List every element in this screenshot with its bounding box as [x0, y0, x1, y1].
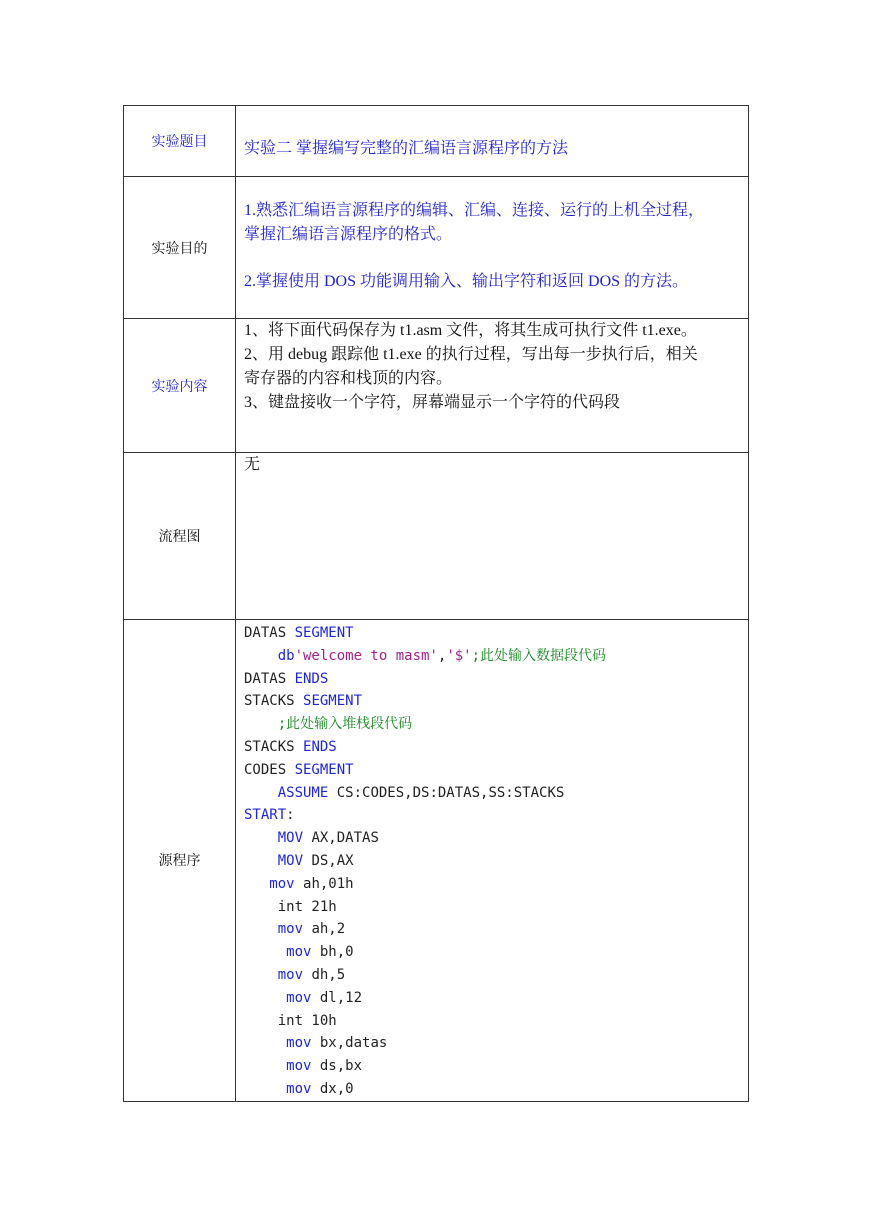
label-content [124, 319, 236, 453]
code-line [244, 804, 740, 827]
content-line-3: 寄存器的内容和栈顶的内容。 [244, 370, 453, 387]
code-token: CODES [244, 761, 295, 778]
code-token: ah,01h [294, 875, 354, 892]
code-line [244, 736, 740, 759]
code-token: int 10h [277, 1012, 337, 1029]
code-token [244, 944, 286, 960]
content-line-2: 2、用 debug 跟踪他 t1.exe 的执行过程，写出每一步执行后，相关 [244, 346, 698, 363]
label-purpose-text: 实验目的 [151, 241, 208, 257]
code-token: DATAS [244, 670, 295, 687]
code-line [244, 1055, 740, 1078]
code-line [244, 896, 740, 919]
label-title [124, 106, 236, 177]
code-token [244, 648, 278, 664]
code-token: db [277, 647, 295, 664]
code-token [244, 853, 278, 869]
row-title [124, 106, 749, 177]
code-line [244, 873, 740, 896]
code-token: ;此处输入堆栈段代码 [277, 716, 413, 733]
content-line-1: 1、将下面代码保存为 t1.asm 文件，将其生成可执行文件 t1.exe。 [244, 322, 697, 339]
code-token: dh,5 [303, 966, 346, 983]
code-token: ds,bx [311, 1058, 363, 1075]
code-line [244, 941, 740, 964]
label-purpose [124, 177, 236, 319]
code-token [244, 899, 278, 915]
code-token: dl,12 [311, 989, 363, 1006]
code-token [244, 1058, 286, 1074]
code-token [244, 876, 269, 892]
content-cell [236, 319, 749, 453]
code-token: mov [277, 966, 304, 983]
code-line [244, 827, 740, 850]
code-line [244, 782, 740, 805]
code-token [244, 921, 278, 937]
content-line-4: 3、键盘接收一个字符，屏幕端显示一个字符的代码段 [244, 394, 621, 411]
code-token: : [286, 807, 295, 824]
label-flow [124, 453, 236, 620]
flow-cell [236, 453, 749, 620]
code-line [244, 918, 740, 941]
code-token: ENDS [294, 670, 329, 687]
code-token: dx,0 [311, 1080, 354, 1097]
code-token: mov [286, 944, 312, 961]
row-purpose [124, 177, 749, 319]
code-token: ah,2 [303, 921, 346, 938]
label-source-text: 源程序 [158, 854, 201, 870]
code-token [244, 967, 278, 983]
code-token: SEGMENT [303, 693, 363, 710]
code-token [244, 1035, 286, 1051]
purpose-line-1b: 掌握汇编语言源程序的格式。 [244, 226, 453, 243]
code-line [244, 645, 740, 668]
code-line [244, 759, 740, 782]
row-content [124, 319, 749, 453]
flow-text: 无 [244, 456, 261, 473]
title-cell [236, 106, 749, 177]
code-token: ASSUME [277, 784, 329, 801]
source-code-cell [236, 620, 749, 1102]
code-token: bx,datas [311, 1035, 388, 1052]
code-line [244, 964, 740, 987]
experiment-table [123, 105, 749, 1102]
code-token: 'welcome to masm' [294, 647, 438, 664]
code-token: SEGMENT [294, 625, 354, 641]
label-flow-text: 流程图 [158, 530, 201, 545]
code-line [244, 1032, 740, 1055]
code-line [244, 668, 740, 691]
purpose-cell [236, 177, 749, 319]
code-token: mov [286, 989, 312, 1006]
code-token: mov [286, 1035, 312, 1052]
source-code-block [244, 622, 740, 1101]
code-token: ENDS [303, 738, 337, 755]
purpose-line-2: 2.掌握使用 DOS 功能调用输入、输出字符和返回 DOS 的方法。 [244, 273, 689, 290]
code-token: STACKS [244, 738, 304, 755]
label-title-text: 实验题目 [151, 135, 208, 150]
code-token [244, 990, 286, 1006]
code-token: , [437, 647, 447, 664]
row-flow [124, 453, 749, 620]
label-content-text: 实验内容 [151, 379, 208, 395]
code-line [244, 690, 740, 713]
code-token: '$' [446, 647, 472, 664]
code-line [244, 622, 740, 645]
code-token: mov [286, 1080, 312, 1097]
code-token: int 21h [277, 898, 337, 915]
code-token: mov [277, 921, 304, 938]
purpose-line-1a: 1.熟悉汇编语言源程序的编辑、汇编、连接、运行的上机全过程， [244, 202, 705, 219]
row-source [124, 620, 749, 1102]
code-token: mov [269, 875, 295, 892]
code-token: ;此处输入数据段代码 [471, 647, 607, 664]
label-source [124, 620, 236, 1102]
code-token [244, 785, 278, 801]
code-token [244, 830, 278, 846]
code-token: STACKS [244, 693, 304, 710]
code-token: MOV [277, 852, 304, 869]
code-token: mov [286, 1058, 312, 1075]
code-line [244, 1078, 740, 1101]
code-line [244, 713, 740, 736]
code-line [244, 987, 740, 1010]
code-token [244, 1081, 286, 1097]
code-token: bh,0 [311, 944, 354, 961]
code-token: SEGMENT [294, 761, 354, 778]
code-token: DS,AX [303, 852, 354, 869]
code-line [244, 850, 740, 873]
code-token: AX,DATAS [303, 830, 379, 847]
code-token: CS:CODES,DS:DATAS,SS:STACKS [328, 784, 565, 801]
code-token [244, 716, 278, 732]
code-line [244, 1010, 740, 1033]
code-token [244, 1013, 278, 1029]
experiment-title: 实验二 掌握编写完整的汇编语言源程序的方法 [244, 140, 569, 157]
code-token: DATAS [244, 625, 295, 641]
code-token: MOV [277, 830, 304, 847]
code-token: START [244, 807, 287, 824]
